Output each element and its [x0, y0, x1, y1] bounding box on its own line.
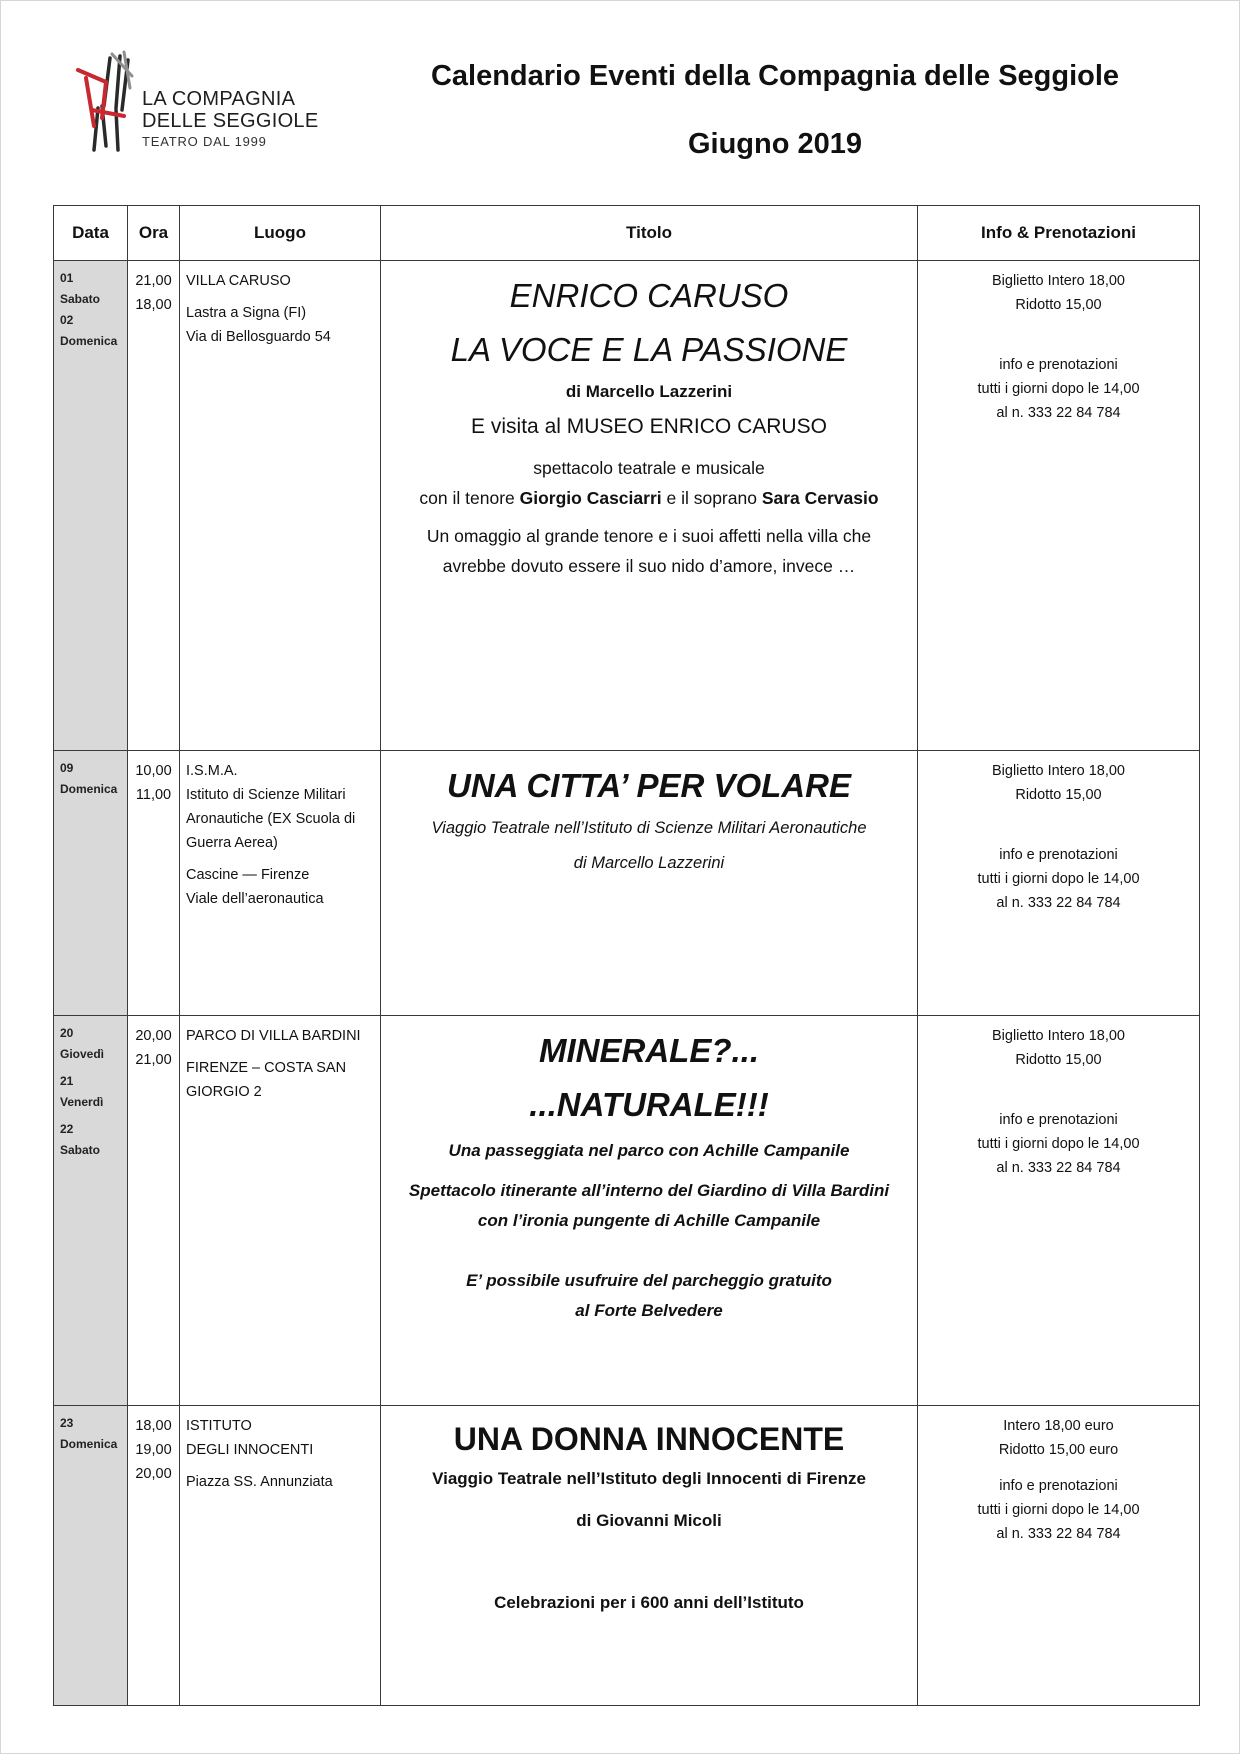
logo-line-3: TEATRO DAL 1999: [142, 134, 267, 149]
place-line: FIRENZE – COSTA SAN: [186, 1060, 347, 1076]
price-reduced: Ridotto 15,00: [1015, 297, 1102, 313]
table-row: [54, 1406, 1200, 1706]
date-weekday: Domenica: [60, 334, 118, 348]
title-cell: [381, 751, 918, 1016]
booking-label: info e prenotazioni: [999, 847, 1118, 863]
event-author: di Marcello Lazzerini: [565, 382, 733, 401]
date-day: 20: [60, 1026, 74, 1040]
table-row: [54, 751, 1200, 1016]
place-line: Aronautiche (EX Scuola di: [186, 811, 356, 827]
event-description: avrebbe dovuto essere il suo nido d’amore, invece …: [442, 556, 856, 576]
date-weekday: Sabato: [60, 292, 101, 306]
date-weekday: Giovedì: [60, 1047, 105, 1061]
booking-label: info e prenotazioni: [999, 1112, 1118, 1128]
info-cell: [918, 751, 1200, 1016]
column-header-data: Data: [54, 206, 128, 261]
event-subtitle: Viaggio Teatrale nell’Istituto di Scienze Militari Aeronautiche: [431, 819, 867, 837]
time-cell: [128, 1016, 180, 1406]
date-cell: [54, 751, 128, 1016]
parking-note: E’ possibile usufruire del parcheggio gratuito: [466, 1271, 832, 1290]
title-cell: [381, 1016, 918, 1406]
price-reduced: Ridotto 15,00: [1015, 1052, 1102, 1068]
company-logo: [72, 48, 332, 158]
date-day: 02: [60, 313, 74, 327]
document-title: Calendario Eventi della Compagnia delle Seggiole: [430, 60, 1120, 92]
info-cell: [918, 1406, 1200, 1706]
date-day: 22: [60, 1122, 74, 1136]
date-day: 01: [60, 271, 74, 285]
place-line: Lastra a Signa (FI): [186, 305, 307, 321]
event-description: spettacolo teatrale e musicale: [533, 458, 765, 478]
time-value: 11,00: [135, 787, 172, 803]
booking-hours: tutti i giorni dopo le 14,00: [977, 1136, 1140, 1152]
column-header-titolo: Titolo: [381, 206, 918, 261]
booking-label: info e prenotazioni: [999, 357, 1118, 373]
time-value: 10,00: [135, 763, 172, 779]
parking-note: al Forte Belvedere: [575, 1301, 723, 1320]
time-value: 21,00: [135, 1052, 172, 1068]
place-cell: [180, 1406, 381, 1706]
event-note: Celebrazioni per i 600 anni dell’Istituto: [494, 1593, 804, 1612]
time-cell: [128, 1406, 180, 1706]
time-value: 19,00: [135, 1442, 172, 1458]
price-full: Biglietto Intero 18,00: [991, 273, 1125, 289]
info-cell: [918, 1016, 1200, 1406]
event-author: di Giovanni Micoli: [576, 1511, 722, 1530]
event-cast: con il tenore Giorgio Casciarri e il soprano Sara Cervasio: [419, 488, 879, 508]
column-header-luogo: Luogo: [180, 206, 381, 261]
date-cell: [54, 1016, 128, 1406]
booking-phone: al n. 333 22 84 784: [996, 1160, 1121, 1176]
place-line: Guerra Aerea): [186, 835, 278, 851]
date-weekday: Domenica: [60, 1437, 118, 1451]
document-subtitle: Giugno 2019: [687, 128, 863, 160]
place-cell: [180, 1016, 381, 1406]
place-line: DEGLI INNOCENTI: [186, 1442, 314, 1458]
price-reduced: Ridotto 15,00: [1015, 787, 1102, 803]
place-line: Piazza SS. Annunziata: [186, 1474, 333, 1490]
event-description: Spettacolo itinerante all’interno del Giardino di Villa Bardini: [408, 1181, 890, 1200]
logo-line-1: LA COMPAGNIA: [142, 88, 296, 110]
time-cell: [128, 261, 180, 751]
table-header-row: [54, 206, 1200, 261]
title-cell: [381, 261, 918, 751]
date-cell: [54, 1406, 128, 1706]
table-row: [54, 261, 1200, 751]
date-weekday: Sabato: [60, 1143, 101, 1157]
event-title: UNA CITTA’ PER VOLARE: [447, 767, 851, 804]
event-title-line-2: ...NATURALE!!!: [529, 1086, 769, 1123]
event-author: di Marcello Lazzerini: [573, 854, 725, 872]
event-subtitle: Una passeggiata nel parco con Achille Campanile: [448, 1141, 850, 1160]
event-title-line-2: LA VOCE E LA PASSIONE: [450, 331, 848, 368]
date-day: 21: [60, 1074, 74, 1088]
date-weekday: Domenica: [60, 782, 118, 796]
price-full: Biglietto Intero 18,00: [991, 763, 1125, 779]
title-cell: [381, 1406, 918, 1706]
time-value: 18,00: [135, 297, 172, 313]
time-value: 18,00: [135, 1418, 172, 1434]
price-reduced: Ridotto 15,00 euro: [998, 1442, 1119, 1458]
logo-line-2: DELLE SEGGIOLE: [142, 110, 319, 132]
event-visit: E visita al MUSEO ENRICO CARUSO: [471, 415, 827, 438]
place-line: Cascine — Firenze: [186, 867, 310, 883]
event-description: con l’ironia pungente di Achille Campanile: [477, 1211, 821, 1230]
price-full: Intero 18,00 euro: [1003, 1418, 1114, 1434]
booking-label: info e prenotazioni: [999, 1478, 1118, 1494]
time-value: 20,00: [135, 1028, 172, 1044]
date-cell: [54, 261, 128, 751]
event-subtitle: Viaggio Teatrale nell’Istituto degli Innocenti di Firenze: [432, 1469, 866, 1488]
price-full: Biglietto Intero 18,00: [991, 1028, 1125, 1044]
booking-hours: tutti i giorni dopo le 14,00: [977, 1502, 1140, 1518]
place-line: GIORGIO 2: [186, 1084, 262, 1100]
events-table: [53, 205, 1200, 1706]
place-line: Istituto di Scienze Militari: [186, 787, 346, 803]
column-header-info: Info & Prenotazioni: [918, 206, 1200, 261]
place-name: PARCO DI VILLA BARDINI: [186, 1028, 361, 1044]
booking-phone: al n. 333 22 84 784: [996, 895, 1121, 911]
chairs-logo-icon: [72, 48, 142, 158]
date-day: 23: [60, 1416, 74, 1430]
place-line: Viale dell’aeronautica: [186, 891, 324, 907]
place-name: ISTITUTO: [186, 1418, 252, 1434]
table-row: [54, 1016, 1200, 1406]
place-cell: [180, 751, 381, 1016]
info-cell: [918, 261, 1200, 751]
event-title: ENRICO CARUSO: [509, 277, 789, 314]
column-header-ora: Ora: [128, 206, 180, 261]
place-name: I.S.M.A.: [186, 763, 238, 779]
date-day: 09: [60, 761, 74, 775]
event-description: Un omaggio al grande tenore e i suoi affetti nella villa che: [426, 526, 872, 546]
place-name: VILLA CARUSO: [186, 273, 291, 289]
booking-phone: al n. 333 22 84 784: [996, 405, 1121, 421]
place-cell: [180, 261, 381, 751]
event-title: MINERALE?...: [539, 1032, 759, 1069]
booking-hours: tutti i giorni dopo le 14,00: [977, 381, 1140, 397]
booking-phone: al n. 333 22 84 784: [996, 1526, 1121, 1542]
date-weekday: Venerdì: [60, 1095, 104, 1109]
place-line: Via di Bellosguardo 54: [186, 329, 331, 345]
time-cell: [128, 751, 180, 1016]
time-value: 20,00: [135, 1466, 172, 1482]
time-value: 21,00: [135, 273, 172, 289]
event-title: UNA DONNA INNOCENTE: [453, 1421, 845, 1457]
booking-hours: tutti i giorni dopo le 14,00: [977, 871, 1140, 887]
